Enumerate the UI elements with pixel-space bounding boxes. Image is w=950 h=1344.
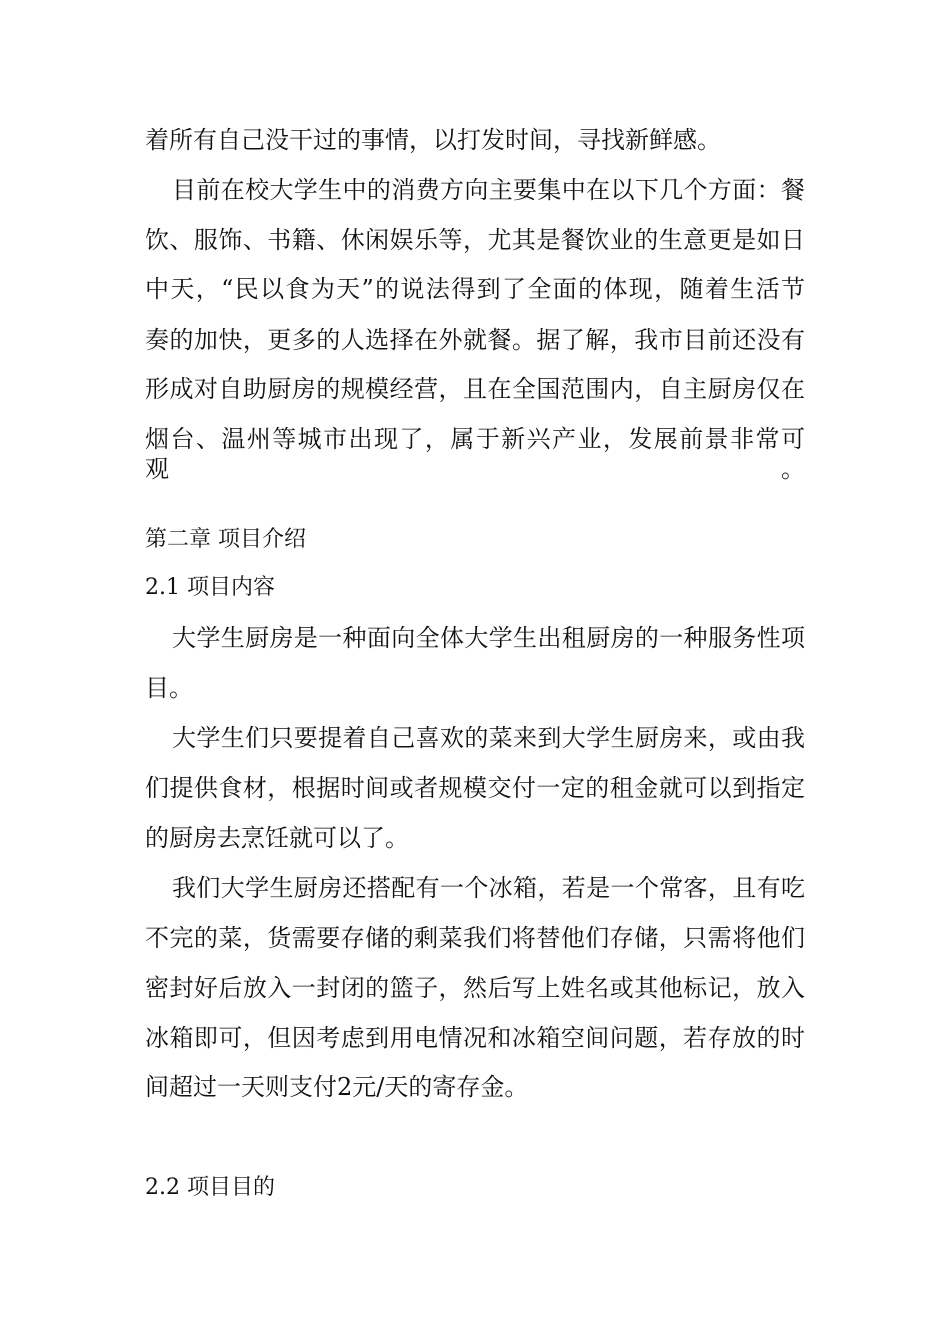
paragraph-line: 我们大学生厨房还搭配有一个冰箱，若是一个常客，且有吃 xyxy=(172,874,805,902)
paragraph-line: 着所有自己没干过的事情，以打发时间，寻找新鲜感。 xyxy=(145,126,721,154)
section-heading-2-2: 2.2 项目目的 xyxy=(145,1175,275,1200)
paragraph-line: 的厨房去烹饪就可以了。 xyxy=(145,824,409,852)
paragraph-line: 不完的菜，货需要存储的剩菜我们将替他们存储，只需将他们 xyxy=(145,924,805,952)
paragraph-line: 冰箱即可，但因考虑到用电情况和冰箱空间问题，若存放的时 xyxy=(145,1024,805,1052)
chapter-heading: 第二章 项目介绍 xyxy=(145,527,306,552)
paragraph-line: 目前在校大学生中的消费方向主要集中在以下几个方面：餐 xyxy=(172,176,805,204)
paragraph-line: 形成对自助厨房的规模经营，且在全国范围内，自主厨房仅在 xyxy=(145,375,805,403)
paragraph-line: 密封好后放入一封闭的篮子，然后写上姓名或其他标记，放入 xyxy=(145,974,805,1002)
paragraph-line: 目。 xyxy=(145,674,193,702)
paragraph-line: 大学生们只要提着自己喜欢的菜来到大学生厨房来，或由我 xyxy=(172,724,805,752)
paragraph-line: 烟台、温州等城市出现了，属于新兴产业，发展前景非常可观。 xyxy=(145,425,805,483)
paragraph-line: 大学生厨房是一种面向全体大学生出租厨房的一种服务性项 xyxy=(172,624,805,652)
paragraph-line: 饮、服饰、书籍、休闲娱乐等，尤其是餐饮业的生意更是如日 xyxy=(145,226,805,254)
section-heading-2-1: 2.1 项目内容 xyxy=(145,575,275,600)
paragraph-line: 间超过一天则支付2元/天的寄存金。 xyxy=(145,1073,529,1101)
paragraph-line: 奏的加快，更多的人选择在外就餐。据了解，我市目前还没有 xyxy=(145,326,805,354)
paragraph-line: 中天，“民以食为天”的说法得到了全面的体现，随着生活节 xyxy=(145,275,805,303)
paragraph-line: 们提供食材，根据时间或者规模交付一定的租金就可以到指定 xyxy=(145,774,805,802)
